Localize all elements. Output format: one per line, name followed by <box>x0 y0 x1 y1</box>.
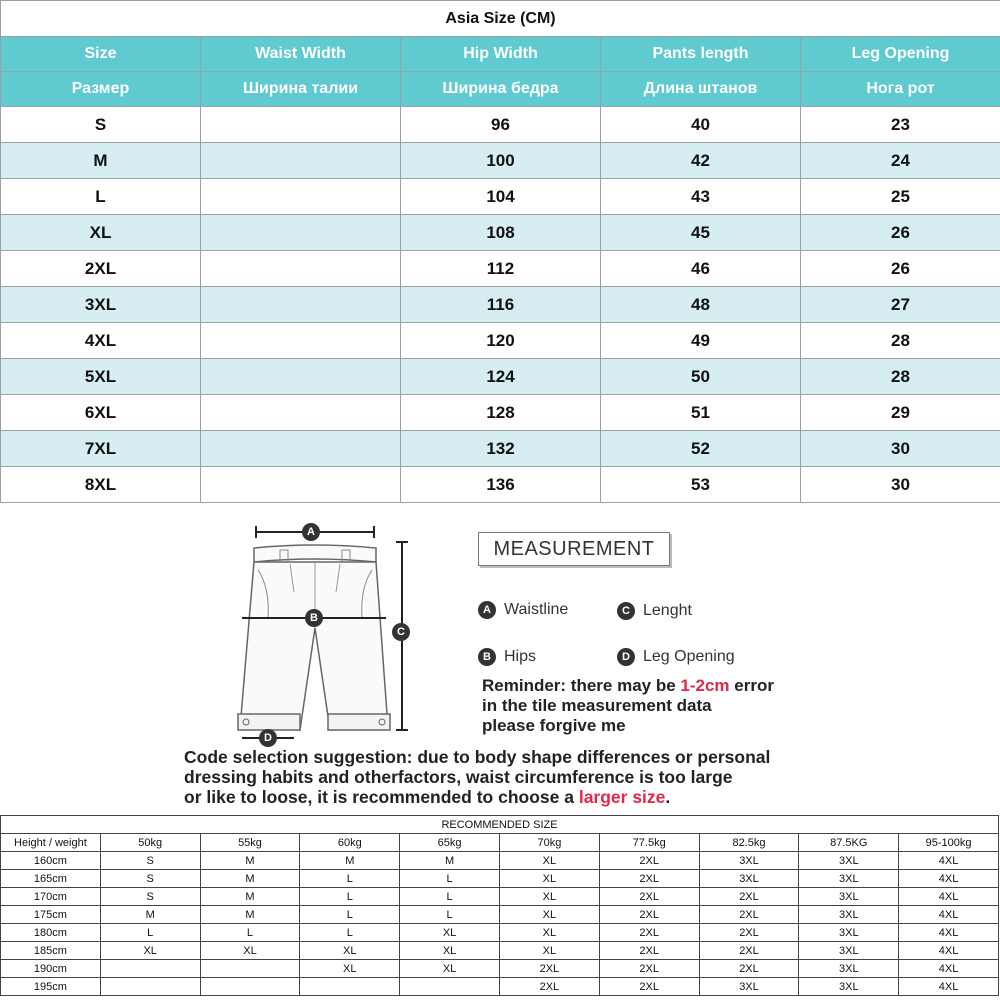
recommended-cell: 3XL <box>799 870 899 888</box>
size-cell <box>201 431 401 467</box>
recommended-cell: XL <box>300 960 400 978</box>
recommended-cell: M <box>200 888 300 906</box>
header-cell: Ширина талии <box>201 72 401 107</box>
size-row <box>1 395 1000 431</box>
recommended-cell: L <box>400 906 500 924</box>
size-cell: 24 <box>801 143 1000 179</box>
header-cell: Hip Width <box>401 37 601 72</box>
recommended-row <box>1 870 999 888</box>
header-cell: Длина штанов <box>601 72 801 107</box>
recommended-cell: XL <box>499 852 599 870</box>
recommended-header-cell: 70kg <box>499 834 599 852</box>
recommended-row <box>1 978 999 996</box>
recommended-cell: 2XL <box>699 942 799 960</box>
recommended-cell: 4XL <box>899 906 999 924</box>
legend-waistline: A Waistline <box>478 601 568 619</box>
size-cell: 28 <box>801 359 1000 395</box>
recommended-cell: 4XL <box>899 978 999 996</box>
size-cell: 30 <box>801 467 1000 503</box>
size-cell: 132 <box>401 431 601 467</box>
size-header-row-en <box>1 37 1000 72</box>
size-cell: 116 <box>401 287 601 323</box>
legend-c-icon: C <box>617 602 635 620</box>
size-cell: 42 <box>601 143 801 179</box>
measurement-title: MEASUREMENT <box>478 532 670 566</box>
recommended-row <box>1 906 999 924</box>
size-cell: 2XL <box>1 251 201 287</box>
size-cell: 120 <box>401 323 601 359</box>
recommended-cell: XL <box>499 942 599 960</box>
recommended-cell: 2XL <box>599 942 699 960</box>
recommended-row <box>1 888 999 906</box>
recommended-cell: 4XL <box>899 942 999 960</box>
size-cell: 51 <box>601 395 801 431</box>
size-cell: 45 <box>601 215 801 251</box>
legend-length: C Lenght <box>617 602 692 620</box>
size-cell <box>201 287 401 323</box>
recommended-header-cell: 95-100kg <box>899 834 999 852</box>
recommended-cell: 3XL <box>799 888 899 906</box>
size-cell: 25 <box>801 179 1000 215</box>
size-cell: 5XL <box>1 359 201 395</box>
recommended-cell: L <box>300 924 400 942</box>
recommended-cell: 4XL <box>899 924 999 942</box>
recommended-cell: 3XL <box>799 852 899 870</box>
size-cell <box>201 395 401 431</box>
marker-d-icon: D <box>259 729 277 747</box>
recommended-cell: 175cm <box>1 906 101 924</box>
size-cell <box>201 359 401 395</box>
size-table-title-row <box>1 1 1000 37</box>
legend-d-icon: D <box>617 648 635 666</box>
recommended-cell: M <box>400 852 500 870</box>
recommended-cell: XL <box>499 870 599 888</box>
size-cell: 27 <box>801 287 1000 323</box>
recommended-cell: L <box>300 888 400 906</box>
marker-c-icon: C <box>392 623 410 641</box>
recommended-cell: 4XL <box>899 852 999 870</box>
size-cell: 4XL <box>1 323 201 359</box>
size-cell: 40 <box>601 107 801 143</box>
recommended-cell: 190cm <box>1 960 101 978</box>
header-cell: Leg Opening <box>801 37 1000 72</box>
header-cell: Waist Width <box>201 37 401 72</box>
recommended-cell: 2XL <box>599 978 699 996</box>
recommended-row <box>1 942 999 960</box>
recommended-cell: S <box>100 852 200 870</box>
header-cell: Нога рот <box>801 72 1000 107</box>
size-cell <box>201 179 401 215</box>
recommended-cell: 170cm <box>1 888 101 906</box>
recommended-cell: 160cm <box>1 852 101 870</box>
recommended-cell: 2XL <box>599 888 699 906</box>
size-cell: 108 <box>401 215 601 251</box>
recommended-cell: L <box>100 924 200 942</box>
recommended-cell <box>100 978 200 996</box>
size-cell: 100 <box>401 143 601 179</box>
recommended-cell: 3XL <box>699 978 799 996</box>
recommended-cell: XL <box>400 942 500 960</box>
size-cell <box>201 215 401 251</box>
recommended-cell: L <box>400 870 500 888</box>
recommended-cell: XL <box>499 924 599 942</box>
recommended-cell: 3XL <box>799 906 899 924</box>
size-cell: M <box>1 143 201 179</box>
recommended-cell: M <box>200 870 300 888</box>
size-cell: 3XL <box>1 287 201 323</box>
size-cell: 52 <box>601 431 801 467</box>
recommended-cell: 4XL <box>899 888 999 906</box>
size-cell: 50 <box>601 359 801 395</box>
size-cell: 48 <box>601 287 801 323</box>
recommended-cell: 2XL <box>599 960 699 978</box>
size-cell: 30 <box>801 431 1000 467</box>
size-cell: 49 <box>601 323 801 359</box>
recommended-cell: 195cm <box>1 978 101 996</box>
recommended-cell: 3XL <box>699 870 799 888</box>
size-cell: 96 <box>401 107 601 143</box>
size-cell: 28 <box>801 323 1000 359</box>
recommended-cell <box>300 978 400 996</box>
recommended-cell: 2XL <box>699 960 799 978</box>
size-cell: 128 <box>401 395 601 431</box>
size-cell: 23 <box>801 107 1000 143</box>
recommended-cell: 3XL <box>699 852 799 870</box>
recommended-header-cell: Height / weight <box>1 834 101 852</box>
size-cell <box>201 467 401 503</box>
size-row <box>1 215 1000 251</box>
recommended-header-cell: 60kg <box>300 834 400 852</box>
recommended-header-cell: 77.5kg <box>599 834 699 852</box>
recommended-title-row <box>1 816 999 834</box>
legend-hips: B Hips <box>478 648 536 666</box>
recommended-row <box>1 924 999 942</box>
size-cell: 104 <box>401 179 601 215</box>
recommended-cell: S <box>100 888 200 906</box>
size-cell: XL <box>1 215 201 251</box>
recommended-cell: 4XL <box>899 870 999 888</box>
recommended-cell: 2XL <box>699 924 799 942</box>
recommended-cell <box>200 960 300 978</box>
recommended-cell: 3XL <box>799 924 899 942</box>
size-cell: 29 <box>801 395 1000 431</box>
size-row <box>1 107 1000 143</box>
recommended-cell <box>400 978 500 996</box>
header-cell: Pants length <box>601 37 801 72</box>
recommended-cell: 3XL <box>799 960 899 978</box>
recommended-cell: 4XL <box>899 960 999 978</box>
reminder-text: Reminder: there may be 1-2cm error in the tile measurement data please forgive me <box>482 676 774 735</box>
recommended-cell: 185cm <box>1 942 101 960</box>
size-row <box>1 323 1000 359</box>
recommended-cell: XL <box>200 942 300 960</box>
size-cell: 8XL <box>1 467 201 503</box>
size-row <box>1 359 1000 395</box>
size-cell: S <box>1 107 201 143</box>
recommended-cell: 165cm <box>1 870 101 888</box>
size-cell: 7XL <box>1 431 201 467</box>
size-cell: 26 <box>801 215 1000 251</box>
size-row <box>1 251 1000 287</box>
recommended-header-cell: 65kg <box>400 834 500 852</box>
recommended-cell: L <box>300 870 400 888</box>
size-cell <box>201 107 401 143</box>
suggestion-text: Code selection suggestion: due to body shape differences or personal dressing habits and otherfactors, waist circumference is too large or like to loose, it is recommended to choose a larger size. <box>184 747 771 807</box>
recommended-cell: S <box>100 870 200 888</box>
recommended-cell: 2XL <box>499 960 599 978</box>
recommended-header-cell: 82.5kg <box>699 834 799 852</box>
recommended-cell: 2XL <box>699 906 799 924</box>
recommended-cell: M <box>100 906 200 924</box>
header-cell: Размер <box>1 72 201 107</box>
recommended-header-row <box>1 834 999 852</box>
size-row <box>1 287 1000 323</box>
recommended-cell <box>200 978 300 996</box>
recommended-header-cell: 87.5KG <box>799 834 899 852</box>
legend-leg-opening: D Leg Opening <box>617 648 735 666</box>
size-row <box>1 467 1000 503</box>
recommended-cell: M <box>300 852 400 870</box>
size-header-row-ru <box>1 72 1000 107</box>
size-table-title: Asia Size (CM) <box>1 1 1000 37</box>
recommended-cell: 3XL <box>799 942 899 960</box>
size-cell: 43 <box>601 179 801 215</box>
size-cell: 136 <box>401 467 601 503</box>
recommended-cell: XL <box>100 942 200 960</box>
size-cell: 112 <box>401 251 601 287</box>
recommended-cell: XL <box>499 888 599 906</box>
size-cell: L <box>1 179 201 215</box>
recommended-cell: 3XL <box>799 978 899 996</box>
recommended-row <box>1 960 999 978</box>
recommended-cell: L <box>300 906 400 924</box>
recommended-cell: XL <box>300 942 400 960</box>
recommended-cell: 2XL <box>599 906 699 924</box>
measurement-diagram <box>0 510 1000 810</box>
recommended-cell: M <box>200 906 300 924</box>
size-cell: 124 <box>401 359 601 395</box>
size-cell: 46 <box>601 251 801 287</box>
size-cell <box>201 143 401 179</box>
recommended-cell: XL <box>400 924 500 942</box>
header-cell: Size <box>1 37 201 72</box>
recommended-cell: XL <box>499 906 599 924</box>
recommended-cell: 2XL <box>599 870 699 888</box>
recommended-cell: 2XL <box>599 924 699 942</box>
recommended-cell: 180cm <box>1 924 101 942</box>
recommended-cell: XL <box>400 960 500 978</box>
legend-a-icon: A <box>478 601 496 619</box>
size-cell: 26 <box>801 251 1000 287</box>
recommended-cell: M <box>200 852 300 870</box>
size-row <box>1 431 1000 467</box>
recommended-size-table <box>0 815 999 996</box>
header-cell: Ширина бедра <box>401 72 601 107</box>
recommended-cell: L <box>200 924 300 942</box>
recommended-cell: 2XL <box>599 852 699 870</box>
marker-b-icon: B <box>305 609 323 627</box>
recommended-header-cell: 55kg <box>200 834 300 852</box>
recommended-cell: L <box>400 888 500 906</box>
size-cell <box>201 323 401 359</box>
size-row <box>1 143 1000 179</box>
recommended-title: RECOMMENDED SIZE <box>1 816 999 834</box>
size-cell: 53 <box>601 467 801 503</box>
recommended-header-cell: 50kg <box>100 834 200 852</box>
recommended-cell: 2XL <box>499 978 599 996</box>
size-row <box>1 179 1000 215</box>
recommended-row <box>1 852 999 870</box>
recommended-cell: 2XL <box>699 888 799 906</box>
marker-a-icon: A <box>302 523 320 541</box>
size-cell <box>201 251 401 287</box>
legend-b-icon: B <box>478 648 496 666</box>
recommended-cell <box>100 960 200 978</box>
size-cell: 6XL <box>1 395 201 431</box>
